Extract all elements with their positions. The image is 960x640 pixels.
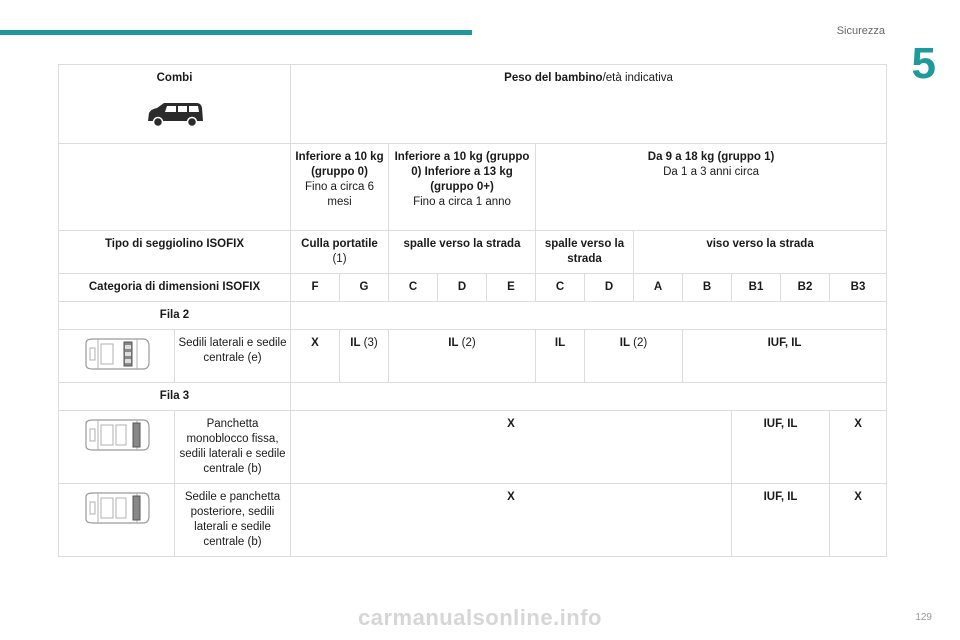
- rear-facing-cell: spalle verso la strada: [536, 231, 634, 274]
- culla-cell: [291, 231, 389, 274]
- table-header-row: [59, 65, 887, 144]
- size-cell: F: [291, 274, 340, 302]
- seat-description: Sedili laterali e sedile centrale (e): [175, 330, 291, 383]
- weight-group-0: [291, 144, 389, 231]
- empty-cell: [291, 302, 887, 330]
- value-cell: X: [291, 484, 732, 557]
- section-title: Sicurezza: [836, 25, 885, 37]
- car-seat-row2-icon: [81, 336, 153, 372]
- empty-cell: [59, 144, 291, 231]
- value-note: (2): [458, 337, 476, 349]
- size-category-row: [59, 274, 887, 302]
- weight-group-1: [536, 144, 887, 231]
- value-cell: X: [830, 411, 887, 484]
- value-cell: [389, 330, 536, 383]
- size-cell: G: [340, 274, 389, 302]
- value-label: IL: [350, 337, 361, 349]
- value-label: IL: [619, 337, 630, 349]
- size-cell: A: [634, 274, 683, 302]
- value-note: (3): [360, 337, 378, 349]
- weight-group-label: Inferiore a 10 kg (gruppo 0) Inferiore a 13 kg (gruppo 0+): [394, 151, 530, 193]
- peso-suffix: /età indicativa: [602, 72, 673, 84]
- seat-type-label: Tipo di seggiolino ISOFIX: [59, 231, 291, 274]
- size-cell: B3: [830, 274, 887, 302]
- seat-type-row: [59, 231, 887, 274]
- weight-group-0plus: [389, 144, 536, 231]
- value-label: IL: [554, 337, 566, 349]
- value-cell: IUF, IL: [732, 411, 830, 484]
- row-3-label: Fila 3: [59, 383, 291, 411]
- size-cell: C: [536, 274, 585, 302]
- weight-group-label: Inferiore a 10 kg (gruppo 0): [295, 151, 384, 178]
- size-cell: D: [438, 274, 487, 302]
- rear-facing-cell: spalle verso la strada: [389, 231, 536, 274]
- car-seat-row3-icon: [81, 490, 153, 526]
- peso-label: Peso del bambino: [504, 72, 603, 84]
- value-cell: [585, 330, 683, 383]
- age-label: Da 1 a 3 anni circa: [663, 166, 759, 178]
- header-accent-bar: [0, 30, 472, 35]
- weight-group-row: [59, 144, 887, 231]
- value-label: X: [311, 337, 319, 349]
- isofix-table: [58, 64, 887, 557]
- seat-diagram-cell: [59, 484, 175, 557]
- size-cell: E: [487, 274, 536, 302]
- seat-description: Sedile e panchetta posteriore, sedili laterali e sedile centrale (b): [175, 484, 291, 557]
- car-seat-row3-icon: [81, 417, 153, 453]
- row-2-header: [59, 302, 887, 330]
- page-number: 129: [915, 612, 932, 623]
- row-3-header: [59, 383, 887, 411]
- culla-label: Culla portatile: [301, 238, 378, 250]
- combi-cell: [59, 65, 291, 144]
- forward-facing-cell: viso verso la strada: [634, 231, 887, 274]
- empty-cell: [291, 383, 887, 411]
- seat-diagram-cell: [59, 411, 175, 484]
- size-cell: B1: [732, 274, 781, 302]
- value-cell: [291, 330, 340, 383]
- age-label: Fino a circa 6 mesi: [304, 181, 375, 208]
- row-2-seats: [59, 330, 887, 383]
- size-cell: D: [585, 274, 634, 302]
- seat-description: Panchetta monoblocco fissa, sedili laterali e sedile centrale (b): [175, 411, 291, 484]
- chapter-number: 5: [911, 39, 936, 88]
- value-cell: X: [830, 484, 887, 557]
- size-cell: B2: [781, 274, 830, 302]
- seat-diagram-cell: [59, 330, 175, 383]
- size-category-label: Categoria di dimensioni ISOFIX: [59, 274, 291, 302]
- size-cell: B: [683, 274, 732, 302]
- value-label: IUF, IL: [767, 337, 802, 349]
- row-2-label: Fila 2: [59, 302, 291, 330]
- age-label: Fino a circa 1 anno: [413, 196, 511, 208]
- combi-label: Combi: [156, 72, 193, 84]
- row-3-seats: [59, 484, 887, 557]
- peso-header: [291, 65, 887, 144]
- value-cell: IUF, IL: [732, 484, 830, 557]
- value-cell: [536, 330, 585, 383]
- value-note: (2): [629, 337, 648, 349]
- weight-group-label: Da 9 a 18 kg (gruppo 1): [647, 151, 775, 163]
- row-3-seats: [59, 411, 887, 484]
- van-icon: [145, 100, 205, 128]
- value-label: IL: [448, 337, 459, 349]
- culla-note: (1): [332, 253, 347, 265]
- size-cell: C: [389, 274, 438, 302]
- value-cell: X: [291, 411, 732, 484]
- value-cell: [340, 330, 389, 383]
- value-cell: [683, 330, 887, 383]
- watermark: carmanualsonline.info: [358, 605, 602, 630]
